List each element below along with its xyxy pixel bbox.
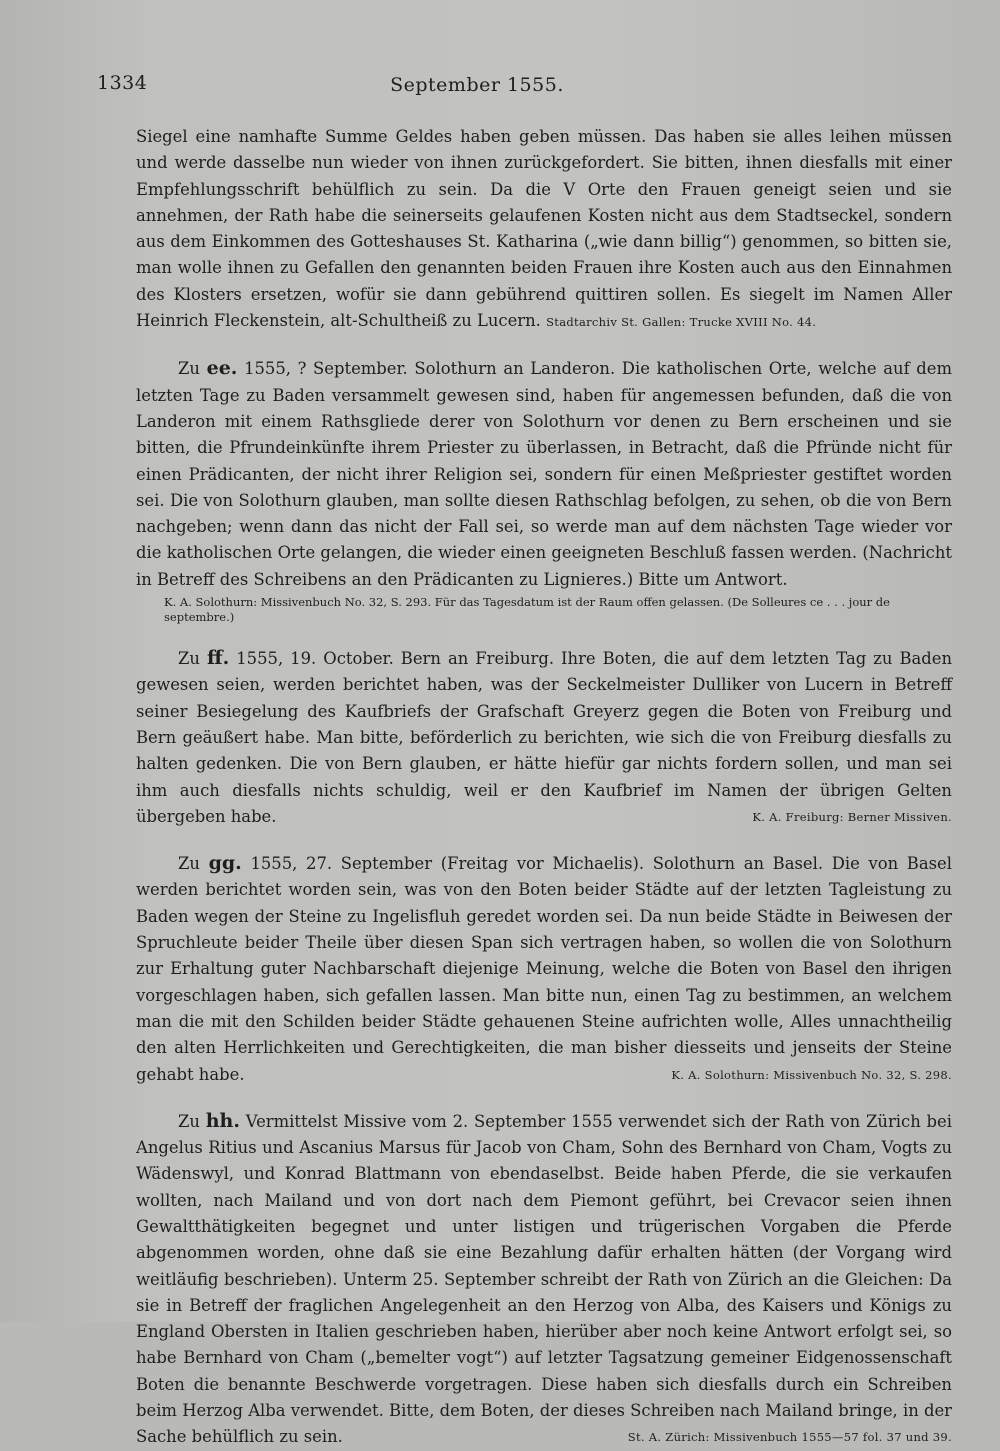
entry-prefix: Zu [178,649,200,669]
entry-gg [136,850,952,1088]
page-number: 1334 [97,72,148,94]
entry-prefix: Zu [178,854,200,874]
entry-text: 1555, 27. September (Freitag vor Michaelis). Solothurn an Basel. Die von Basel werden berichtet worden sein, was von den Boten beider Städte auf der letzten Tagleistung zu Baden wegen der Steine zu Ingelisfluh geredet worden sei. Da nun beide Städte in Beiwesen der Spruchleute beider Theile über diesen Span sich vertragen haben, so wollen die von Solothurn zur Erhaltung guter Nachbarschaft diejenige Meinung, welche die Boten von Basel den ihrigen vorgeschlagen haben, sich gefallen lassen. Man bitte nun, einen Tag zu bestimmen, an welchem man die mit den Schilden beider Städte gehauenen Steine aufrichten wolle, Alles unnachtheilig den alten Herrlichkeiten und Gerechtigkeiten, die man bisher diesseits und jenseits der Steine gehabt habe. [136,854,952,1084]
entry-letters: ee. [206,357,238,380]
entry-ee [136,355,952,625]
entry-letters: gg. [208,852,242,875]
entry-ff [136,645,952,830]
page-body [136,124,952,1451]
archive-reference: Stadtarchiv St. Gallen: Trucke XVIII No. 44. [546,315,817,330]
archive-reference: K. A. Solothurn: Missivenbuch No. 32, S. 293. Für das Tagesdatum ist der Raum offen gelassen. (De Solleures ce . . . jour de septembre.) [164,595,890,625]
archive-reference: K. A. Solothurn: Missivenbuch No. 32, S. 298. [671,1067,952,1082]
entry-letters: hh. [205,1109,240,1132]
running-title: September 1555. [390,74,564,96]
entry-text: Vermittelst Missive vom 2. September 1555 verwendet sich der Rath von Zürich bei Angelus Ritius und Ascanius Marsus für Jacob von Cham, Sohn des Bernhard von Cham, Vogts zu Wädenswyl, und Konrad Blattmann von ebendaselbst. Beide haben Pferde, die sie verkaufen wollten, nach Mailand und von dort nach dem Piemont geführt, bei Crevacor seien ihnen Gewaltthätigkeiten begegnet und unter listigen und trügerischen Vorgaben die Pferde abgenommen worden, ohne daß sie eine Bezahlung dafür erhalten hätten (der Vorgang wird weitläufig beschrieben). Unterm 25. September schreibt der Rath von Zürich an die Gleichen: Da sie in Betreff der fraglichen Angelegenheit an den Herzog von Alba, des Kaisers und Königs zu England Obersten in Italien geschrieben haben, hierüber aber noch keine Antwort erfolgt sei, so habe Bernhard von Cham („bemelter vogt“) auf letzter Tagsatzung gemeiner Eidgenossenschaft Boten die benannte Beschwerde vorgetragen. Diese haben sich diesfalls durch ein Schreiben beim Herzog Alba verwendet. Bitte, dem Boten, der dieses Schreiben nach Mailand bringe, in der Sache behülflich zu sein. [136,1111,952,1447]
archive-reference: St. A. Zürich: Missivenbuch 1555—57 fol. 37 und 39. [627,1430,952,1445]
entry-text: Siegel eine namhafte Summe Geldes haben geben müssen. Das haben sie alles leihen müssen und werde dasselbe nun wieder von ihnen zurückgefordert. Sie bitten, ihnen diesfalls mit einer Empfehlungsschrift behülflich zu sein. Da die V Orte den Frauen geneigt seien und sie annehmen, der Rath habe die seinerseits gelaufenen Kosten nicht aus dem Stadtseckel, sondern aus dem Einkommen des Gotteshauses St. Katharina („wie dann billig“) genommen, so bitten sie, man wolle ihnen zu Gefallen den genannten beiden Frauen ihre Kosten auch aus den Einnahmen des Klosters ersetzen, wofür sie dann gebührend quittiren sollen. Es siegelt im Namen Aller Heinrich Fleckenstein, alt-Schultheiß zu Lucern. [136,127,952,331]
archive-reference: K. A. Freiburg: Berner Missiven. [752,809,952,824]
entry-text: 1555, 19. October. Bern an Freiburg. Ihre Boten, die auf dem letzten Tag zu Baden gewesen seien, werden berichtet haben, was der Seckelmeister Dulliker von Lucern in Betreff seiner Besiegelung des Kaufbriefs der Grafschaft Greyerz gegen die Boten von Freiburg und Bern geäußert habe. Man bitte, beförderlich zu berichten, wie sich die von Freiburg diesfalls zu halten gedenken. Die von Bern glauben, er hätte hiefür gar nichts fordern sollen, und man sei ihm auch diesfalls nichts schuldig, weil er den Kaufbrief im Namen der übrigen Gelten übergeben habe. [136,649,953,826]
entry-hh [136,1108,952,1451]
entry-text: 1555, ? September. Solothurn an Landeron. Die katholischen Orte, welche auf dem letzten Tage zu Baden versammelt gewesen sind, haben für angemessen befunden, daß die von Landeron mit einem Rathsgliede derer von Solothurn vor denen zu Bern erscheinen und sie bitten, die Pfrundeinkünfte ihrem Priester zu überlassen, in Betracht, daß die Pfründe nicht für einen Prädicanten, der nicht ihrer Religion sei, sondern für einen Meßpriester gestiftet worden sei. Die von Solothurn glauben, man sollte diesen Rathschlag befolgen, zu sehen, ob die von Bern nachgeben; wenn dann das nicht der Fall sei, so werde man auf dem nächsten Tage wieder vor die katholischen Orte gelangen, die wieder einen geeigneten Beschluß fassen werden. (Nachricht in Betreff des Schreibens an den Prädicanten zu Lignieres.) Bitte um Antwort. [136,359,953,589]
entry-prefix: Zu [178,359,200,379]
entry-continuation [136,124,952,335]
entry-prefix: Zu [178,1111,200,1131]
entry-letters: ff. [206,647,230,670]
